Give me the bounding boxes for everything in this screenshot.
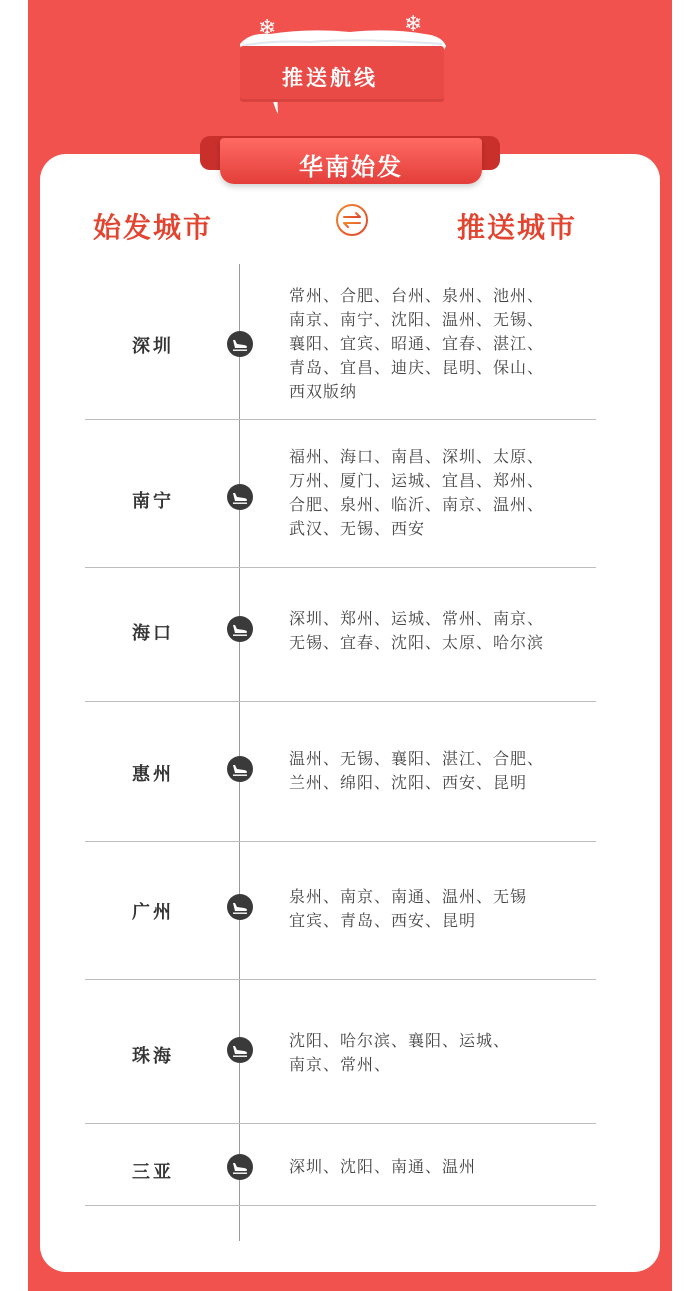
destination-line: 襄阳、宜宾、昭通、宜春、湛江、 (289, 334, 545, 353)
banner (210, 14, 450, 124)
destination-line: 武汉、无锡、西安 (289, 519, 426, 538)
destination-line: 深圳、沈阳、南通、温州 (289, 1157, 477, 1176)
destination-line: 常州、合肥、台州、泉州、池州、 (289, 286, 545, 305)
destination-column-header: 推送城市 (457, 211, 578, 244)
destination-list (289, 1029, 589, 1077)
origin-city: 南宁 (132, 491, 174, 512)
timeline-line (239, 264, 240, 1241)
origin-city: 海口 (132, 623, 174, 644)
origin-column-header: 始发城市 (93, 211, 214, 244)
plane-icon (227, 616, 253, 642)
destination-list (289, 885, 589, 933)
row-divider (85, 841, 596, 842)
snowflake-icon: ❄ (258, 16, 277, 41)
plane-icon (227, 1154, 253, 1180)
destination-line: 沈阳、哈尔滨、襄阳、运城、 (289, 1031, 511, 1050)
plane-icon (227, 756, 253, 782)
row-divider (85, 419, 596, 420)
plane-icon (227, 331, 253, 357)
destination-line: 南京、常州、 (289, 1055, 392, 1074)
origin-city: 三亚 (132, 1162, 174, 1183)
row-divider (85, 701, 596, 702)
destination-line: 泉州、南京、南通、温州、无锡 (289, 887, 528, 906)
banner-title: 推送航线 (282, 66, 378, 90)
destination-list (289, 445, 589, 541)
plane-icon (227, 1037, 253, 1063)
destination-list (289, 1155, 589, 1179)
destination-line: 青岛、宜昌、迪庆、昆明、保山、 (289, 358, 545, 377)
origin-city: 珠海 (132, 1046, 174, 1067)
destination-list (289, 747, 589, 795)
row-divider (85, 979, 596, 980)
destination-line: 福州、海口、南昌、深圳、太原、 (289, 447, 545, 466)
region-tab (220, 138, 482, 184)
destination-line: 宜宾、青岛、西安、昆明 (289, 911, 477, 930)
origin-city: 深圳 (132, 336, 174, 357)
snowflake-icon: ❄ (404, 12, 423, 37)
destination-list (289, 607, 589, 655)
destination-line: 温州、无锡、襄阳、湛江、合肥、 (289, 749, 545, 768)
destination-line: 西双版纳 (289, 382, 358, 401)
row-divider (85, 1123, 596, 1124)
plane-icon (227, 894, 253, 920)
destination-line: 兰州、绵阳、沈阳、西安、昆明 (289, 773, 528, 792)
row-divider (85, 567, 596, 568)
origin-city: 惠州 (132, 764, 174, 785)
destination-line: 合肥、泉州、临沂、南京、温州、 (289, 495, 545, 514)
destination-line: 南京、南宁、沈阳、温州、无锡、 (289, 310, 545, 329)
destination-line: 万州、厦门、运城、宜昌、郑州、 (289, 471, 545, 490)
destination-list (289, 284, 589, 404)
row-divider (85, 1205, 596, 1206)
region-tab-title: 华南始发 (299, 153, 403, 181)
plane-icon (227, 484, 253, 510)
exchange-arrows-icon (335, 203, 369, 237)
destination-line: 无锡、宜春、沈阳、太原、哈尔滨 (289, 633, 545, 652)
origin-city: 广州 (132, 902, 174, 923)
destination-line: 深圳、郑州、运城、常州、南京、 (289, 609, 545, 628)
